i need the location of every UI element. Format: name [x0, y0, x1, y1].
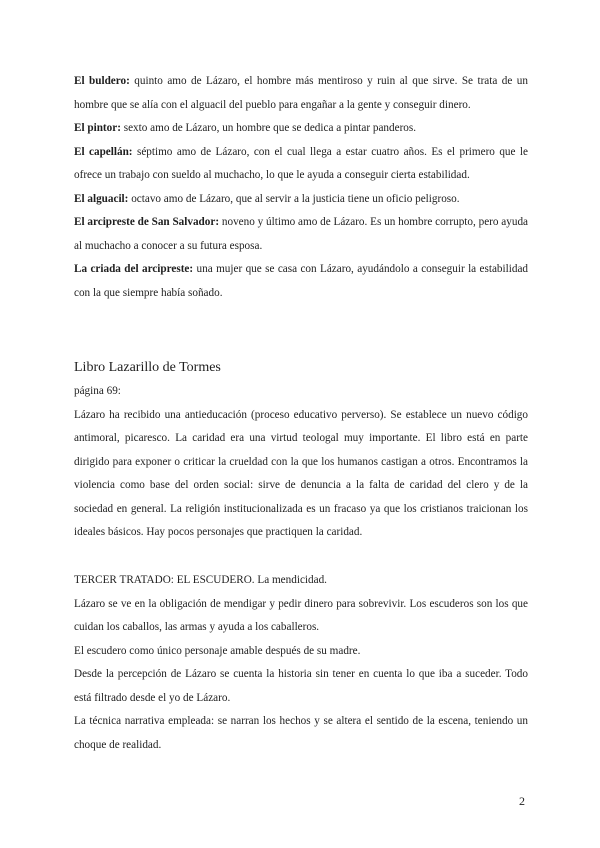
tratado-line: La técnica narrativa empleada: se narran los hechos y se altera el sentido de la escena, teniendo un choque de realidad. — [74, 715, 528, 751]
tratado-section — [74, 569, 528, 757]
page-number: 2 — [519, 794, 525, 808]
characters-list — [74, 70, 528, 305]
character-name: El alguacil: — [74, 192, 129, 205]
section-paragraph: Lázaro ha recibido una antieducación (proceso educativo perverso). Se establece un nuevo código antimoral, picaresco. La caridad era una virtud teologal muy importante. El libro está en parte dirigido para exponer o criticar la crueldad con la que los humanos castigan a otros. Encontramos la violencia como base del orden social: sirve de denuncia a la falta de caridad del clero y de la sociedad en general. La religión institucionalizada es un fracaso ya que los cristianos traicionan los ideales básicos. Hay pocos personajes que practiquen la caridad. — [74, 408, 528, 538]
character-entry-buldero — [74, 70, 528, 117]
character-entry-criada — [74, 258, 528, 305]
character-name: El buldero: — [74, 75, 130, 87]
character-name: El pintor: — [74, 122, 121, 134]
character-desc: séptimo amo de Lázaro, con el cual llega a estar cuatro años. Es el primero que le ofrece un trabajo con sueldo al muchacho, lo que le ayuda a conseguir cierta estabilidad. — [74, 145, 529, 181]
tratado-title: TERCER TRATADO: EL ESCUDERO. La mendicidad. — [74, 574, 327, 586]
section-title: Libro Lazarillo de Tormes — [74, 360, 221, 375]
character-entry-pintor — [74, 117, 528, 141]
book-section-body — [74, 380, 528, 545]
character-name: La criada del arcipreste: — [74, 263, 194, 275]
book-section — [74, 358, 528, 378]
character-entry-alguacil — [74, 188, 528, 212]
character-entry-capellan — [74, 141, 528, 188]
character-desc: noveno y último amo de Lázaro. Es un hombre corrupto, pero ayuda al muchacho a conocer a su futura esposa. — [74, 216, 529, 252]
character-desc: sexto amo de Lázaro, un hombre que se dedica a pintar panderos. — [120, 122, 417, 134]
character-name: El arcipreste de San Salvador: — [74, 216, 220, 228]
tratado-line: El escudero como único personaje amable después de su madre. — [74, 644, 361, 657]
tratado-line: Lázaro se ve en la obligación de mendigar y pedir dinero para sobrevivir. Los escuderos son los que cuidan los caballos, las armas y ayuda a los caballeros. — [74, 597, 528, 633]
character-desc: octavo amo de Lázaro, que al servir a la justicia tiene un oficio peligroso. — [128, 192, 460, 205]
character-desc: una mujer que se casa con Lázaro, ayudándolo a conseguir la estabilidad con la que siempre había soñado. — [74, 263, 529, 299]
character-name: El capellán: — [74, 145, 133, 158]
character-desc: quinto amo de Lázaro, el hombre más mentiroso y ruin al que sirve. Se trata de un hombre que se alía con el alguacil del pueblo para engañar a la gente y conseguir dinero. — [74, 75, 528, 111]
character-entry-arcipreste — [74, 211, 528, 258]
page-reference: página 69: — [74, 385, 121, 397]
tratado-line: Desde la percepción de Lázaro se cuenta la historia sin tener en cuenta lo que iba a suceder. Todo está filtrado desde el yo de Lázaro. — [74, 668, 528, 704]
